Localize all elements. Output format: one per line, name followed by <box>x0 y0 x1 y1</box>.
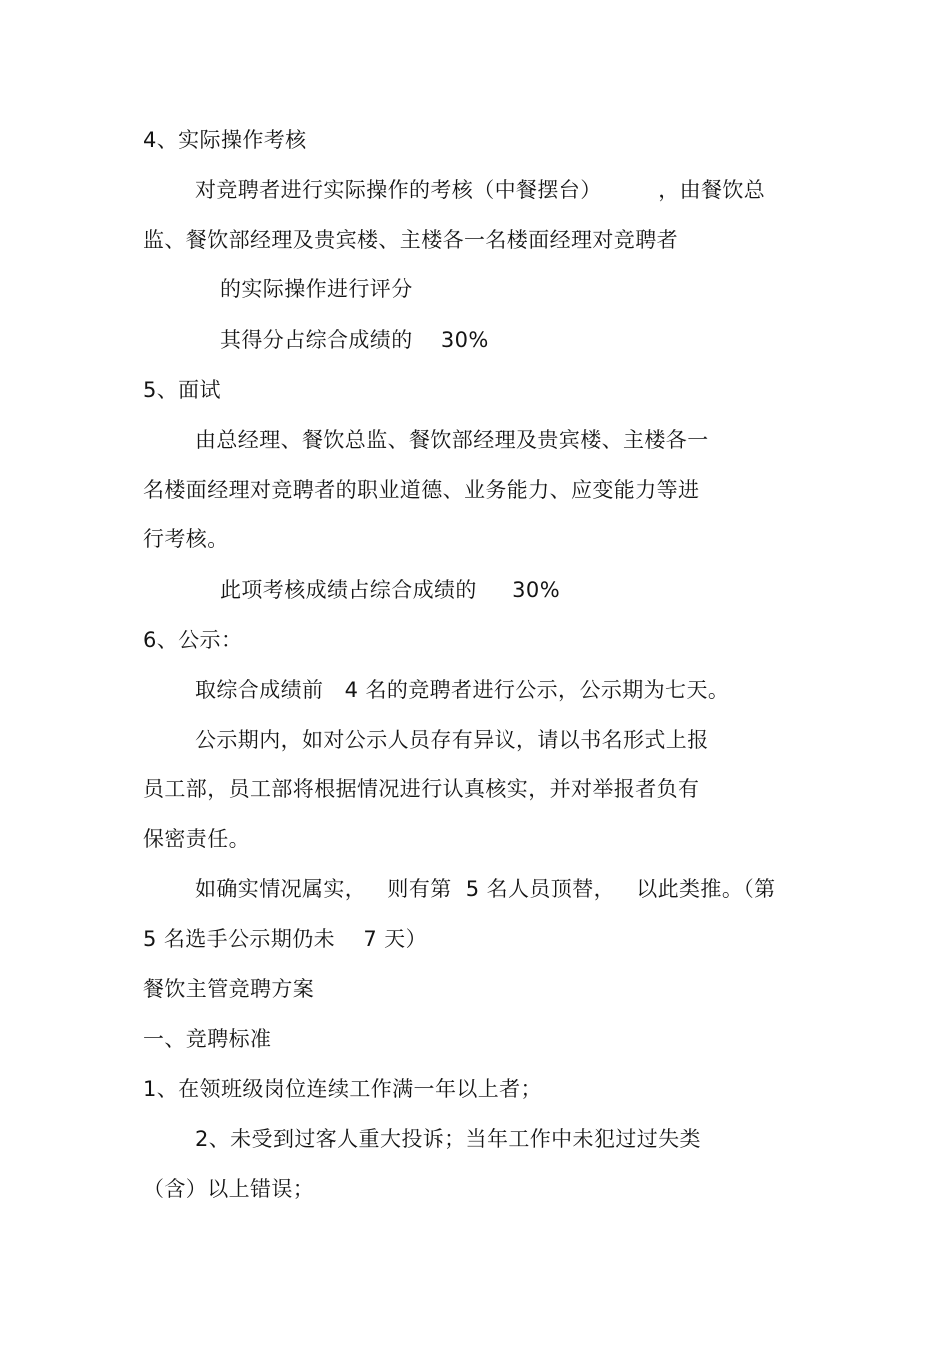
paragraph-line: 5 名选手公示期仍未 7 天） <box>143 927 427 951</box>
paragraph-line: 对竞聘者进行实际操作的考核（中餐摆台） ，由餐饮总 <box>195 178 766 202</box>
paragraph-line: 员工部，员工部将根据情况进行认真核实，并对举报者负有 <box>143 777 700 801</box>
list-item: 1、在领班级岗位连续工作满一年以上者； <box>143 1077 542 1101</box>
paragraph-line: 行考核。 <box>143 527 229 551</box>
paragraph-line: 如确实情况属实， 则有第 5 名人员顶替， 以此类推。（第 <box>195 877 776 901</box>
paragraph-line: 由总经理、餐饮总监、餐饮部经理及贵宾楼、主楼各一 <box>195 428 709 452</box>
paragraph-line: 的实际操作进行评分 <box>220 277 413 301</box>
paragraph-line: 公示期内，如对公示人员存有异议，请以书名形式上报 <box>195 728 709 752</box>
paragraph-line: 保密责任。 <box>143 827 250 851</box>
section-5-heading: 5、面试 <box>143 378 221 402</box>
section-4-heading: 4、实际操作考核 <box>143 128 307 152</box>
paragraph-line: 取综合成绩前 4 名的竞聘者进行公示，公示期为七天。 <box>195 678 730 702</box>
document-title: 餐饮主管竞聘方案 <box>143 977 315 1001</box>
section-heading: 一、竞聘标准 <box>143 1027 272 1051</box>
paragraph-line: 监、餐饮部经理及贵宾楼、主楼各一名楼面经理对竞聘者 <box>143 228 678 252</box>
paragraph-line: 其得分占综合成绩的 30% <box>220 328 489 352</box>
section-6-heading: 6、公示： <box>143 628 243 652</box>
paragraph-line: 名楼面经理对竞聘者的职业道德、业务能力、应变能力等进 <box>143 478 700 502</box>
list-item: 2、未受到过客人重大投诉；当年工作中未犯过过失类 <box>195 1127 701 1151</box>
paragraph-line: 此项考核成绩占综合成绩的 30% <box>220 578 561 602</box>
paragraph-line: （含）以上错误； <box>143 1177 315 1201</box>
